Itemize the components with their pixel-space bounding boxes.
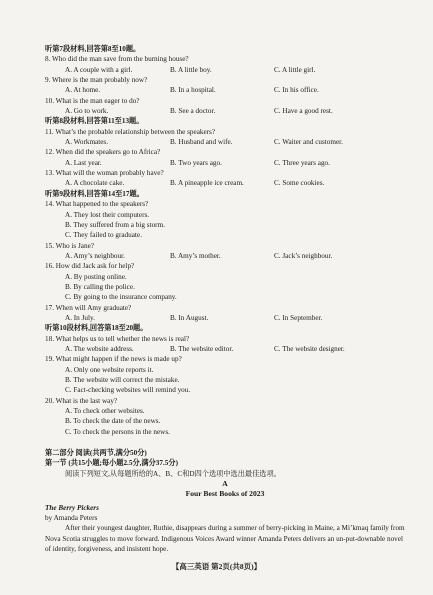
answer-options-row bbox=[45, 65, 405, 75]
question-stem: 20. What is the last way? bbox=[45, 396, 118, 405]
answer-option: C. Fact-checking websites will remind you. bbox=[65, 386, 191, 395]
answer-options-row bbox=[45, 313, 405, 323]
section-one-heading: 第一节 (共15小题;每小题2.5分,满分37.5分) bbox=[45, 459, 178, 468]
answer-option: B. In a hospital. bbox=[170, 86, 216, 95]
answer-options-row bbox=[45, 158, 405, 168]
answer-option: C. The website designer. bbox=[274, 344, 345, 353]
answer-options-row bbox=[45, 85, 405, 95]
answer-option: A. Only one website reports it. bbox=[65, 365, 154, 374]
answer-option: A. By posting online. bbox=[65, 272, 127, 281]
reading-section bbox=[45, 448, 405, 554]
answer-option: A. Workmates. bbox=[65, 138, 109, 147]
material-heading: 听第8段材料,回答第11至13题。 bbox=[45, 117, 144, 126]
question-stem: 8. Who did the man save from the burning house? bbox=[45, 55, 189, 64]
answer-options-row bbox=[45, 106, 405, 116]
question-stem: 16. How did Jack ask for help? bbox=[45, 262, 135, 271]
answer-option: C. In his office. bbox=[274, 86, 319, 95]
answer-option: B. The website will correct the mistake. bbox=[65, 376, 180, 384]
material-heading: 听第9段材料,回答第14至17题。 bbox=[45, 189, 144, 198]
question-stem: 19. What might happen if the news is made up? bbox=[45, 355, 182, 364]
book-title: The Berry Pickers bbox=[45, 503, 99, 512]
answer-option: C. In September. bbox=[274, 313, 323, 322]
answer-option: B. In August. bbox=[170, 313, 209, 322]
answer-option: A. The website address. bbox=[65, 344, 134, 353]
question-stem: 18. What helps us to tell whether the news is real? bbox=[45, 334, 190, 343]
book-description: After their youngest daughter, Ruthie, disappears during a summer of berry-picking in Maine, a Mi’kmaq family from Nova Scotia struggles to move forward. Indigenous Voices Award winner Amanda Peters delivers an un-put-downable novel of identity, forgiveness, and insistent hope. bbox=[45, 524, 405, 554]
answer-options-row bbox=[45, 251, 405, 261]
answer-option: B. Amy’s mother. bbox=[170, 251, 221, 260]
answer-option: C. Jack’s neighbour. bbox=[274, 251, 333, 260]
answer-option: A. A couple with a girl. bbox=[65, 65, 133, 74]
passage-title: Four Best Books of 2023 bbox=[185, 489, 265, 499]
answer-option: C. A little girl. bbox=[274, 65, 316, 74]
answer-option: A. In July. bbox=[65, 313, 95, 322]
material-heading: 听第10段材料,回答第18至20题。 bbox=[45, 324, 148, 333]
question-stem: 12. When did the speakers go to Africa? bbox=[45, 148, 161, 157]
answer-options-row bbox=[45, 137, 405, 147]
question-stem: 13. What will the woman probably have? bbox=[45, 169, 164, 178]
listening-section bbox=[45, 44, 405, 437]
answer-option: C. Waiter and customer. bbox=[274, 138, 343, 147]
answer-option: B. A pineapple ice cream. bbox=[170, 179, 244, 188]
question-stem: 17. When will Amy graduate? bbox=[45, 303, 132, 312]
book-author: by Amanda Peters bbox=[45, 514, 98, 523]
answer-option: C. They failed to graduate. bbox=[65, 231, 142, 240]
part-two-heading: 第二部分 阅读(共两节,满分50分) bbox=[45, 449, 147, 457]
answer-option: C. Three years ago. bbox=[274, 158, 330, 167]
answer-option: B. The website editor. bbox=[170, 344, 234, 353]
answer-option: B. Husband and wife. bbox=[170, 138, 233, 147]
question-stem: 14. What happened to the speakers? bbox=[45, 200, 149, 209]
answer-option: A. Last year. bbox=[65, 158, 102, 167]
answer-option: A. They lost their computers. bbox=[65, 210, 150, 219]
question-stem: 15. Who is Jane? bbox=[45, 241, 94, 250]
answer-option: B. Two years ago. bbox=[170, 158, 222, 167]
question-stem: 11. What’s the probable relationship between the speakers? bbox=[45, 127, 216, 136]
answer-option: C. Some cookies. bbox=[274, 179, 325, 188]
answer-option: A. At home. bbox=[65, 86, 101, 95]
question-stem: 9. Where is the man probably now? bbox=[45, 76, 148, 85]
answer-option: B. See a doctor. bbox=[170, 107, 216, 116]
answer-option: C. To check the persons in the news. bbox=[65, 427, 170, 436]
answer-option: A. Amy’s neighbour. bbox=[65, 251, 125, 260]
passage-label: A bbox=[222, 479, 228, 489]
answer-option: B. A little boy. bbox=[170, 65, 212, 74]
material-heading: 听第7段材料,回答第8至10题。 bbox=[45, 45, 141, 53]
answer-option: A. A chocolate cake. bbox=[65, 179, 125, 188]
answer-option: B. By calling the police. bbox=[65, 282, 135, 291]
answer-options-row bbox=[45, 344, 405, 354]
answer-option: B. To check the date of the news. bbox=[65, 417, 161, 426]
reading-instruction: 阅读下列短文,从每题所给的A、B、C和D四个选项中选出最佳选项。 bbox=[65, 469, 281, 478]
answer-option: A. Go to work. bbox=[65, 107, 109, 116]
answer-option: B. They suffered from a big storm. bbox=[65, 220, 165, 229]
answer-options-row bbox=[45, 178, 405, 188]
answer-option: A. To check other websites. bbox=[65, 407, 145, 416]
question-stem: 10. What is the man eager to do? bbox=[45, 96, 140, 105]
answer-option: C. By going to the insurance company. bbox=[65, 293, 177, 302]
answer-option: C. Have a good rest. bbox=[274, 107, 333, 116]
page-footer: 【高三英语 第2页(共8页)】 bbox=[171, 562, 262, 571]
